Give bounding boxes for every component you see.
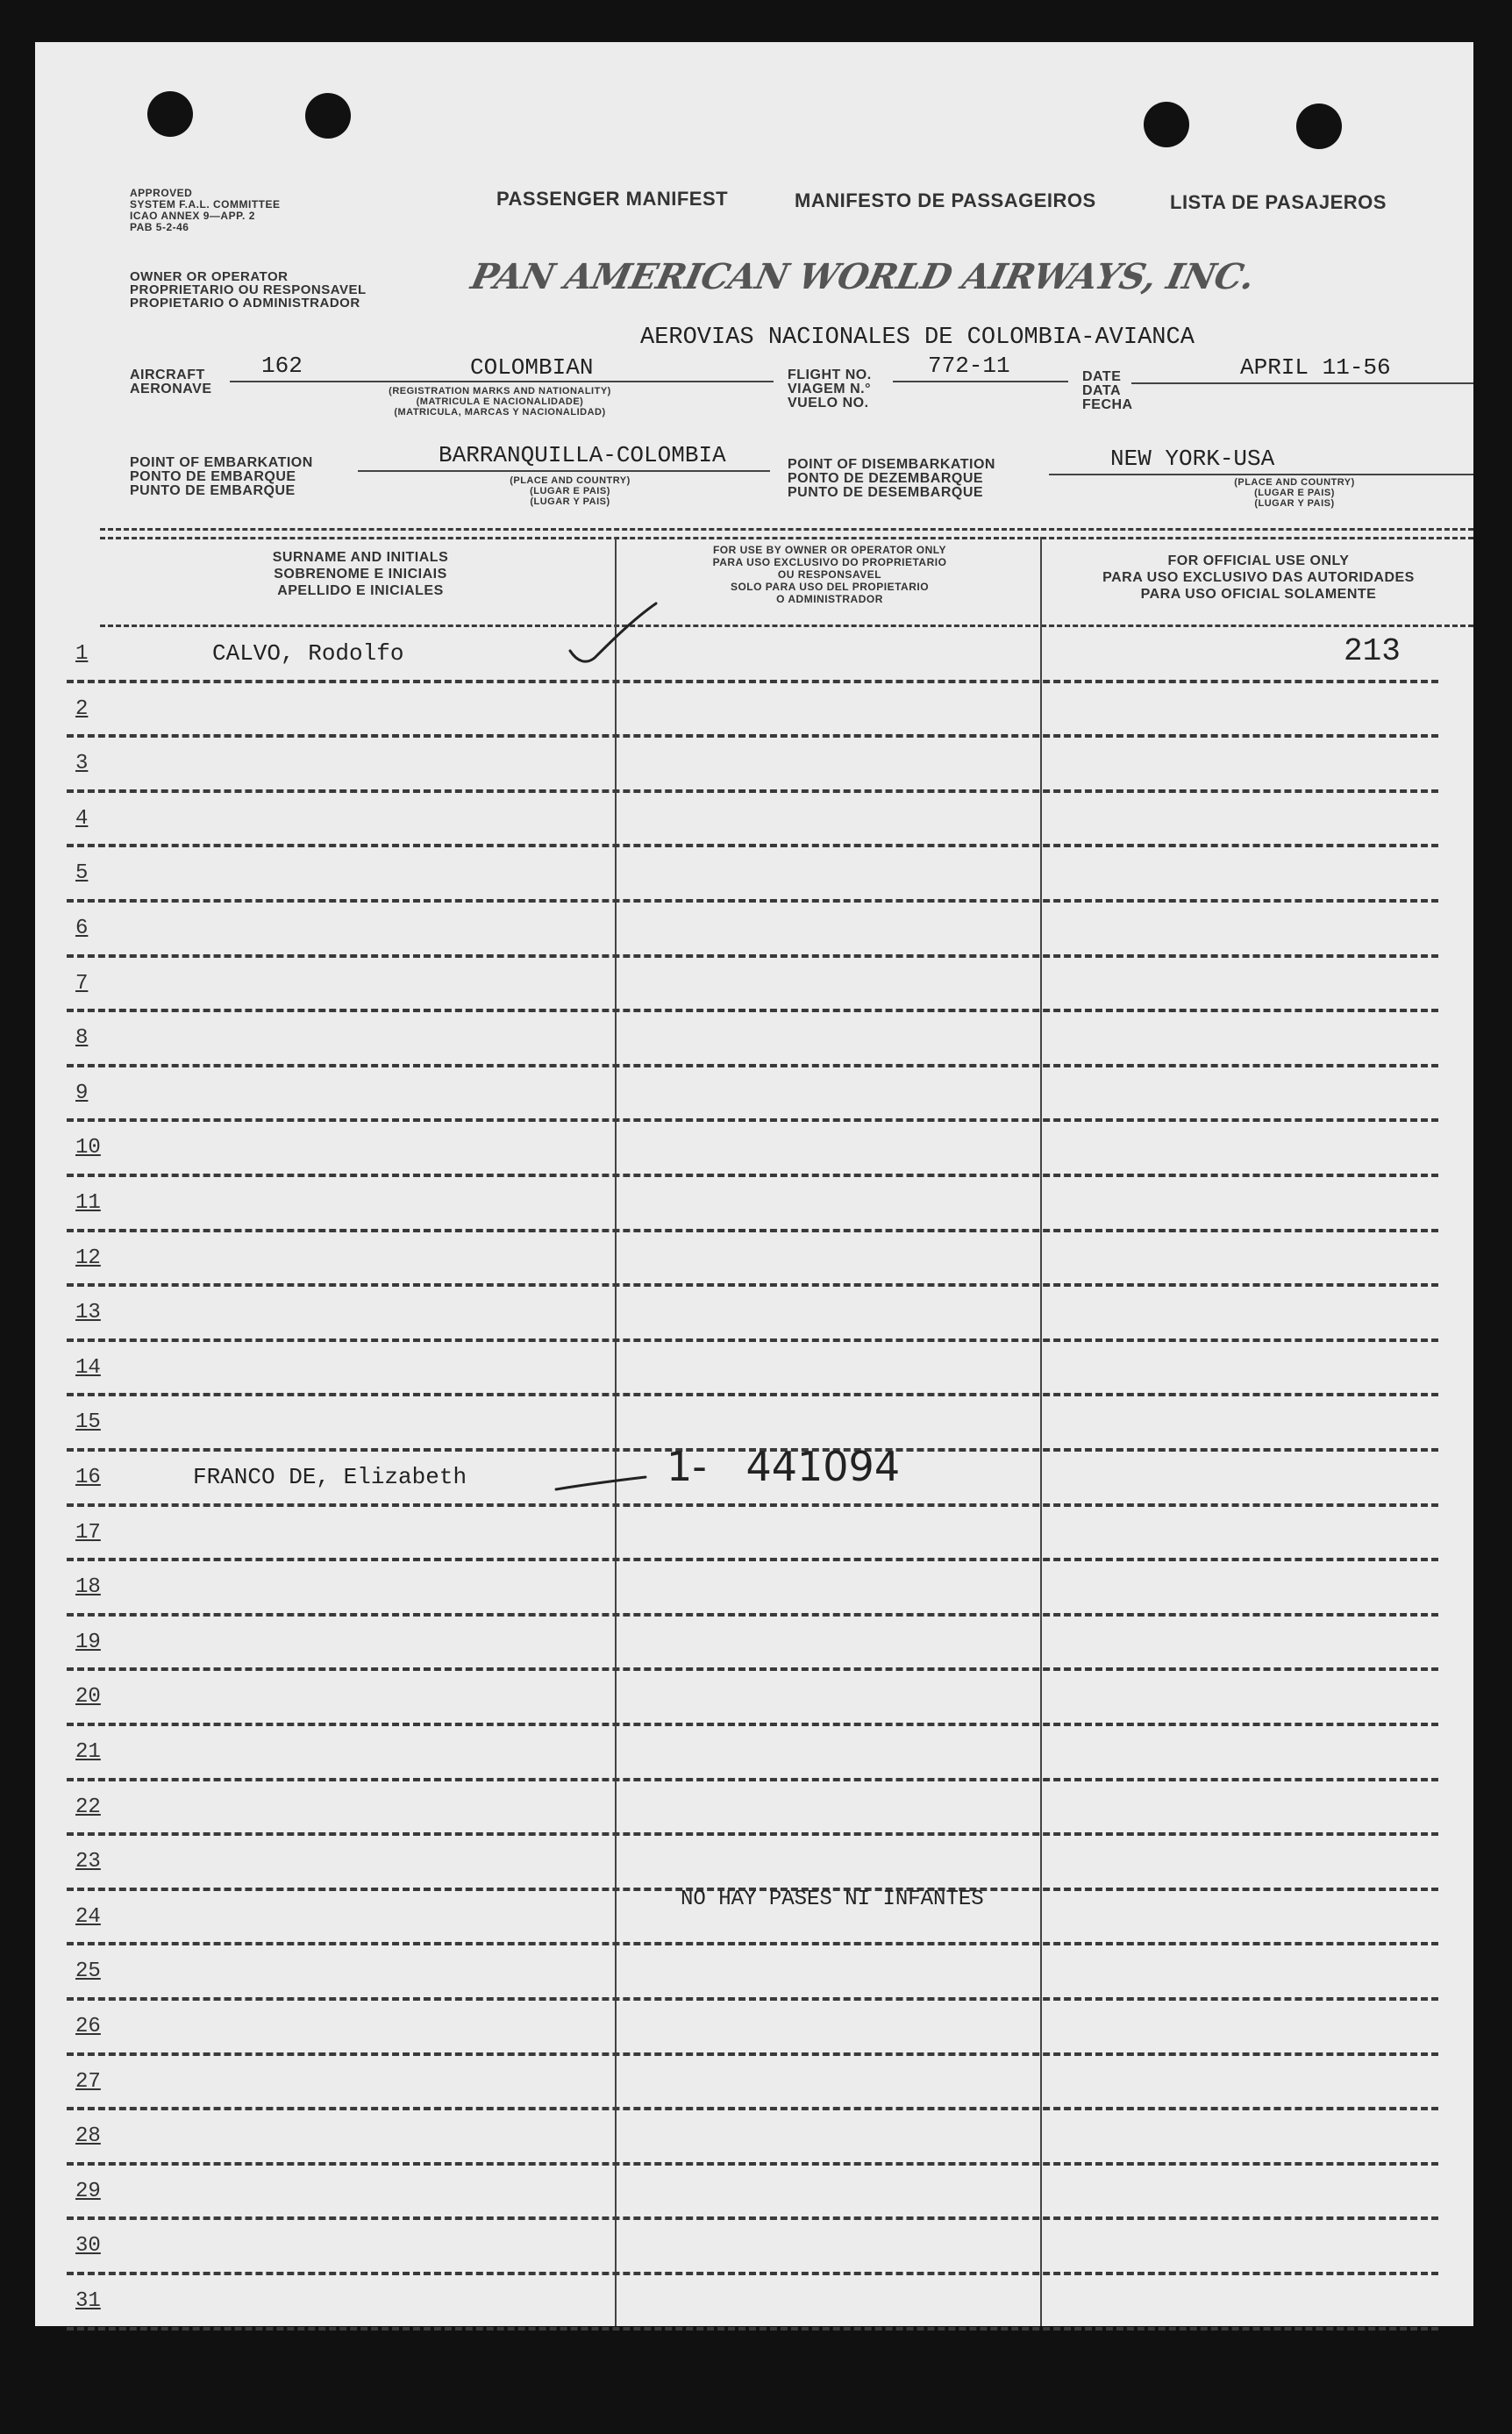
row-rule — [67, 1503, 1438, 1507]
aircraft-underline — [230, 381, 774, 382]
date-underline — [1131, 382, 1473, 384]
flight-date: APRIL 11-56 — [1240, 354, 1391, 381]
approval-line: SYSTEM F.A.L. COMMITTEE — [130, 198, 281, 211]
embark-sublabel: (PLACE AND COUNTRY) (LUGAR E PAIS) (LUGAR Y PAIS) — [510, 475, 631, 507]
row-rule — [67, 1997, 1438, 2001]
approval-line: APPROVED — [130, 187, 193, 199]
punch-hole — [147, 91, 193, 137]
row-number: 15 — [75, 1410, 101, 1435]
row-rule — [67, 2107, 1438, 2110]
row-number: 21 — [75, 1740, 101, 1764]
title-english: PASSENGER MANIFEST — [496, 188, 729, 210]
row-rule — [67, 680, 1438, 683]
flight-label: FLIGHT NO. VIAGEM N.° VUELO NO. — [788, 368, 872, 410]
row-number: 13 — [75, 1301, 101, 1325]
row-rule — [67, 1393, 1438, 1396]
row-number: 1 — [75, 642, 89, 666]
check-mark-icon — [565, 600, 661, 667]
row-number: 29 — [75, 2179, 101, 2203]
header-bottom-rule — [100, 625, 1473, 627]
row-rule — [67, 2052, 1438, 2056]
owner-note: NO HAY PASES NI INFANTES — [681, 1887, 984, 1911]
embark-label: POINT OF EMBARKATION PONTO DE EMBARQUE PUNTO DE EMBARQUE — [130, 455, 313, 498]
row-rule — [67, 1118, 1438, 1122]
passenger-name: FRANCO DE, Elizabeth — [193, 1464, 467, 1490]
punch-hole — [305, 93, 351, 139]
row-number: 9 — [75, 1081, 89, 1105]
disembark-underline — [1049, 474, 1473, 475]
row-rule — [67, 2327, 1438, 2331]
row-number: 12 — [75, 1246, 101, 1270]
manifest-sheet — [35, 42, 1473, 2326]
title-spanish: LISTA DE PASAJEROS — [1170, 191, 1387, 213]
row-number: 6 — [75, 917, 89, 940]
company-name: PAN AMERICAN WORLD AIRWAYS, INC. — [467, 256, 1259, 297]
row-rule — [67, 2162, 1438, 2166]
row-rule — [67, 1174, 1438, 1177]
disembark-sublabel: (PLACE AND COUNTRY) (LUGAR E PAIS) (LUGAR Y PAIS) — [1234, 477, 1355, 509]
row-number: 3 — [75, 752, 89, 776]
row-number: 8 — [75, 1026, 89, 1051]
carrier-name: AEROVIAS NACIONALES DE COLOMBIA-AVIANCA — [640, 325, 1195, 351]
official-entry: 213 — [1344, 633, 1401, 669]
row-rule — [67, 1283, 1438, 1287]
row-rule — [67, 1778, 1438, 1781]
row-rule — [67, 2272, 1438, 2275]
aircraft-nationality: COLOMBIAN — [470, 354, 594, 381]
row-number: 28 — [75, 2124, 101, 2149]
column-divider — [1040, 537, 1042, 2326]
row-number: 10 — [75, 1136, 101, 1160]
approval-block — [130, 188, 281, 233]
row-number: 11 — [75, 1191, 101, 1215]
row-rule — [67, 1723, 1438, 1726]
disembark-place: NEW YORK-USA — [1110, 446, 1275, 472]
row-number: 4 — [75, 806, 89, 831]
row-rule — [67, 844, 1438, 847]
row-number: 25 — [75, 1959, 101, 1984]
row-number: 26 — [75, 2015, 101, 2038]
punch-hole — [1144, 102, 1189, 147]
row-rule — [67, 2216, 1438, 2220]
row-number: 17 — [75, 1520, 101, 1545]
row-rule — [67, 789, 1438, 793]
row-rule — [67, 1942, 1438, 1945]
row-rule — [67, 899, 1438, 903]
column-header-official: FOR OFFICIAL USE ONLY PARA USO EXCLUSIVO DAS AUTORIDADES PARA USO OFICIAL SOLAMENTE — [1102, 553, 1415, 602]
row-rule — [67, 1667, 1438, 1671]
flight-underline — [893, 381, 1068, 382]
passenger-name: CALVO, Rodolfo — [212, 640, 404, 667]
row-rule — [67, 734, 1438, 738]
row-number: 23 — [75, 1850, 101, 1874]
row-number: 7 — [75, 971, 89, 996]
aircraft-sublabel: (REGISTRATION MARKS AND NATIONALITY) (MATRICULA E NACIONALIDADE) (MATRICULA, MARCAS Y NACIONALIDAD) — [389, 386, 611, 418]
row-number: 20 — [75, 1685, 101, 1710]
column-divider — [615, 537, 617, 2326]
row-rule — [67, 954, 1438, 958]
row-number: 18 — [75, 1575, 101, 1600]
row-rule — [67, 1832, 1438, 1836]
embark-underline — [358, 470, 770, 472]
column-header-names: SURNAME AND INITIALS SOBRENOME E INICIAIS APELLIDO E INICIALES — [272, 550, 449, 598]
row-number: 22 — [75, 1795, 101, 1819]
approval-line: PAB 5-2-46 — [130, 221, 189, 233]
row-number: 31 — [75, 2289, 101, 2313]
approval-line: ICAO ANNEX 9—APP. 2 — [130, 210, 255, 222]
punch-hole — [1296, 103, 1342, 149]
row-number: 24 — [75, 1904, 101, 1929]
aircraft-label: AIRCRAFT AERONAVE — [130, 368, 212, 396]
row-number: 5 — [75, 861, 89, 886]
embark-place: BARRANQUILLA-COLOMBIA — [439, 442, 726, 468]
row-number: 16 — [75, 1466, 101, 1489]
header-rule — [100, 537, 1473, 539]
row-rule — [67, 1613, 1438, 1617]
row-rule — [67, 1064, 1438, 1067]
owner-label: OWNER OR OPERATOR PROPRIETARIO OU RESPONSAVEL PROPIETARIO O ADMINISTRADOR — [130, 269, 367, 310]
row-rule — [67, 1338, 1438, 1342]
row-number: 27 — [75, 2069, 101, 2094]
header-rule — [100, 528, 1473, 531]
row-rule — [67, 1229, 1438, 1232]
row-number: 19 — [75, 1630, 101, 1654]
row-number: 2 — [75, 696, 89, 721]
owner-note-handwritten: 1- 441094 — [667, 1443, 901, 1490]
flight-number: 772-11 — [928, 353, 1010, 379]
row-rule — [67, 1009, 1438, 1012]
pen-stroke-icon — [553, 1474, 649, 1495]
row-number: 14 — [75, 1355, 101, 1380]
row-rule — [67, 1558, 1438, 1561]
aircraft-number: 162 — [261, 353, 303, 379]
row-number: 30 — [75, 2234, 101, 2259]
disembark-label: POINT OF DISEMBARKATION PONTO DE DEZEMBARQUE PUNTO DE DESEMBARQUE — [788, 457, 995, 500]
title-portuguese: MANIFESTO DE PASSAGEIROS — [795, 189, 1096, 211]
date-label: DATE DATA FECHA — [1082, 369, 1133, 412]
column-header-owner: FOR USE BY OWNER OR OPERATOR ONLY PARA USO EXCLUSIVO DO PROPRIETARIO OU RESPONSAVEL SOLO PARA USO DEL PROPIETARIO O ADMINISTRADOR — [712, 544, 947, 605]
